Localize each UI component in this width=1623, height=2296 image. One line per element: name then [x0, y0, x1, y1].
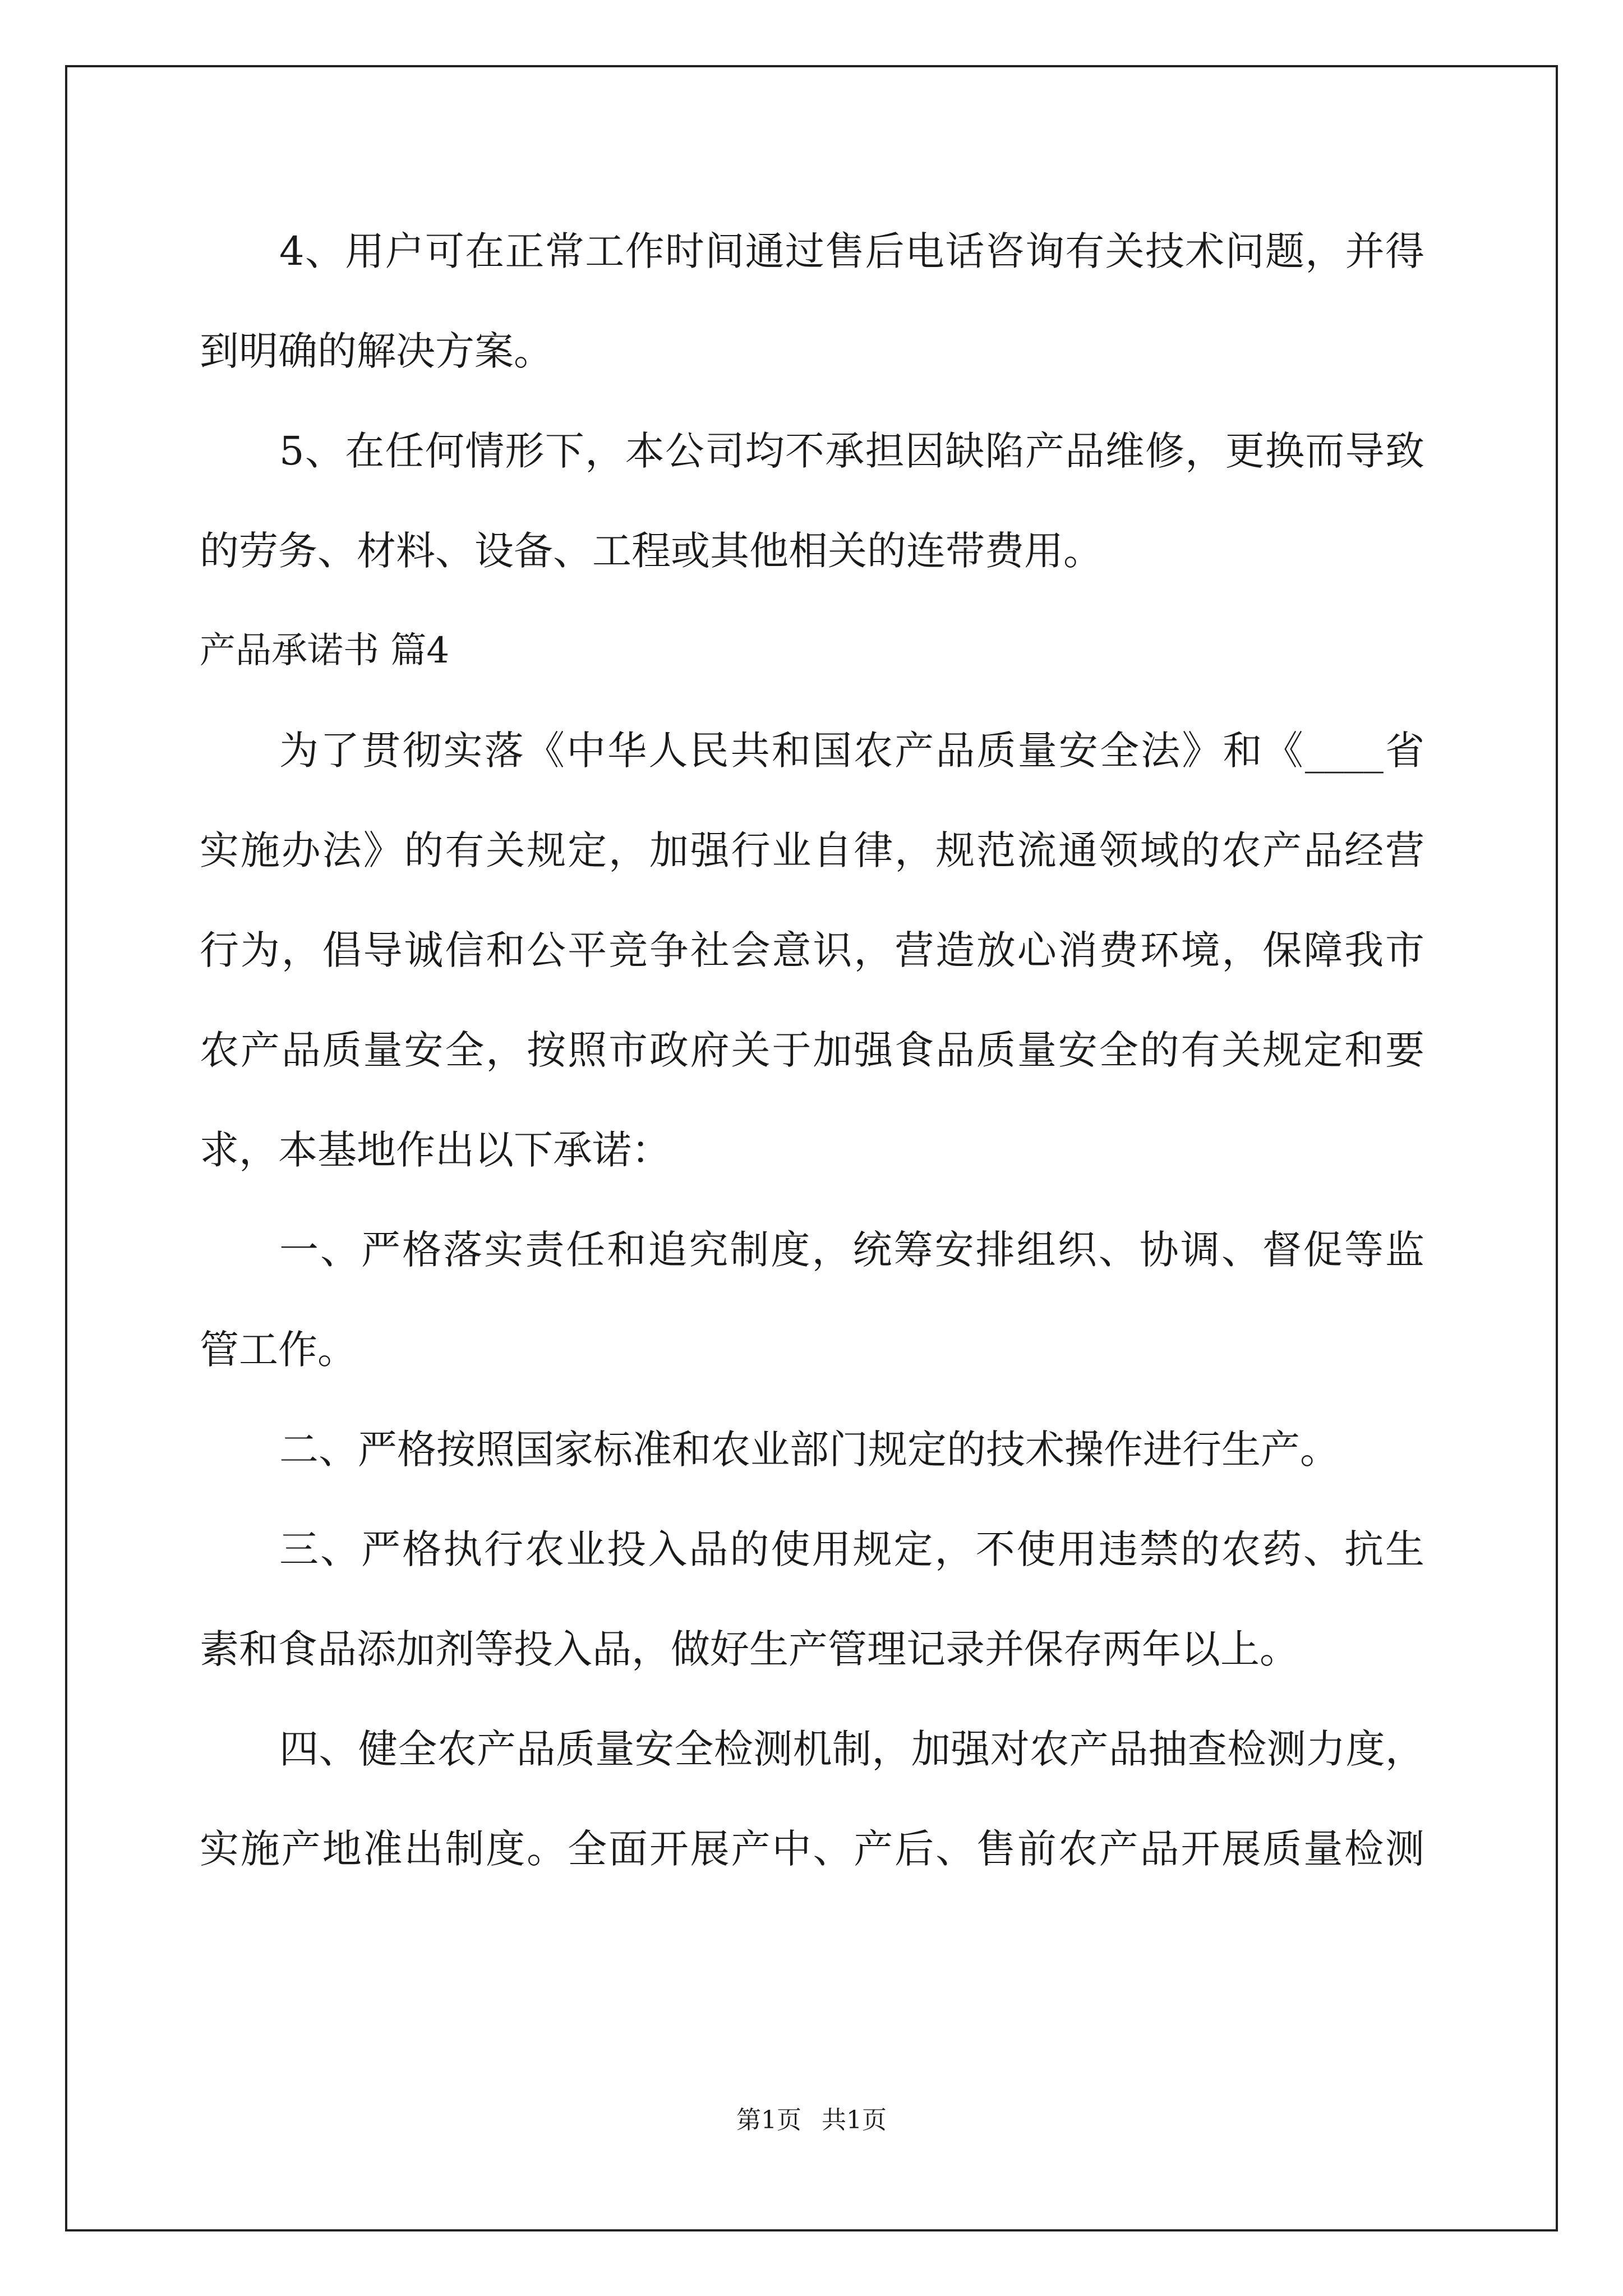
paragraph-line: 行为，倡导诚信和公平竞争社会意识，营造放心消费环境，保障我市	[200, 927, 1424, 973]
paragraph-line: 农产品质量安全，按照市政府关于加强食品质量安全的有关规定和要	[200, 1027, 1424, 1073]
page-number-current: 第1页	[736, 2106, 801, 2134]
paragraph-line: 管工作。	[200, 1327, 357, 1373]
paragraph-line: 求，本基地作出以下承诺：	[200, 1127, 671, 1173]
paragraph-line: 实施办法》的有关规定，加强行业自律，规范流通领域的农产品经营	[200, 827, 1424, 873]
paragraph-line: 一、严格落实责任和追究制度，统筹安排组织、协调、督促等监	[279, 1227, 1424, 1273]
paragraph-line: 5、在任何情形下，本公司均不承担因缺陷产品维修，更换而导致	[279, 428, 1424, 474]
paragraph-line: 4、用户可在正常工作时间通过售后电话咨询有关技术问题，并得	[279, 228, 1424, 274]
paragraph-line: 到明确的解决方案。	[200, 328, 553, 374]
paragraph-line: 素和食品添加剂等投入品，做好生产管理记录并保存两年以上。	[200, 1626, 1299, 1672]
paragraph-line: 二、严格按照国家标准和农业部门规定的技术操作进行生产。	[279, 1427, 1339, 1473]
page-number-total: 共1页	[822, 2106, 887, 2134]
paragraph-line: 三、严格执行农业投入品的使用规定，不使用违禁的农药、抗生	[279, 1526, 1424, 1572]
section-heading: 产品承诺书 篇4	[200, 630, 450, 671]
paragraph-line: 为了贯彻实落《中华人民共和国农产品质量安全法》和《____省	[279, 728, 1424, 774]
page-footer	[0, 2104, 1623, 2137]
paragraph-line: 四、健全农产品质量安全检测机制，加强对农产品抽查检测力度，	[279, 1726, 1424, 1772]
paragraph-line: 的劳务、材料、设备、工程或其他相关的连带费用。	[200, 528, 1103, 574]
paragraph-line: 实施产地准出制度。全面开展产中、产后、售前农产品开展质量检测	[200, 1826, 1424, 1872]
